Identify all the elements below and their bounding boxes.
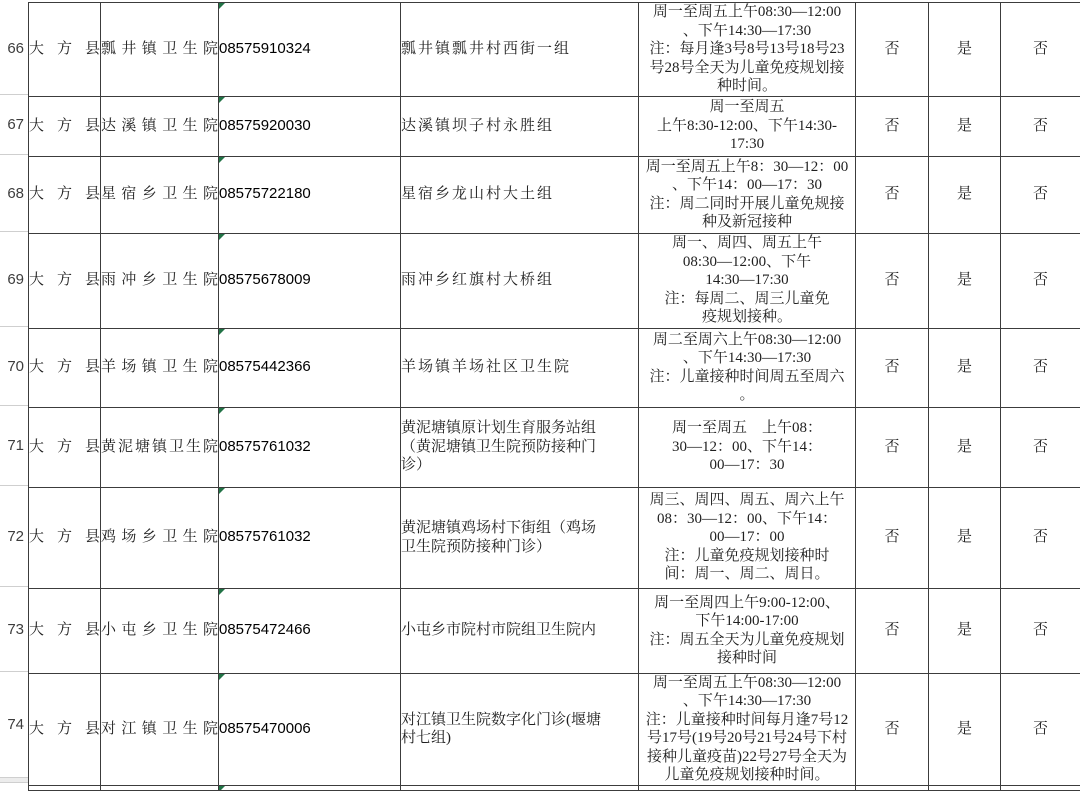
cell-schedule[interactable] xyxy=(639,588,856,673)
cell-schedule[interactable] xyxy=(639,487,856,588)
address-line: 达溪镇坝子村永胜组 xyxy=(401,117,638,136)
row-header-gutter xyxy=(0,2,28,783)
schedule-line: 08：30—12：00、下午14： xyxy=(639,510,855,529)
cell-flag-1[interactable]: 否 xyxy=(856,407,929,487)
cell-flag-2[interactable]: 是 xyxy=(929,3,1001,97)
table-row xyxy=(29,673,1080,785)
cell-flag-3[interactable]: 否 xyxy=(1001,673,1080,785)
cell-flag-3[interactable] xyxy=(1001,785,1080,790)
cell-clinic-name[interactable]: 达溪镇卫生院 xyxy=(101,96,219,156)
schedule-line: 注：周二同时开展儿童免规接 xyxy=(639,195,855,214)
cell-county[interactable]: 大方县 xyxy=(29,3,101,97)
cell-schedule[interactable] xyxy=(639,328,856,407)
cell-flag-3[interactable]: 否 xyxy=(1001,328,1080,407)
green-corner-marker-icon xyxy=(219,234,225,240)
phone-number: 08575920030 xyxy=(219,117,311,134)
schedule-line: 号28号全天为儿童免疫规划接 xyxy=(639,59,855,78)
row-header[interactable]: 73 xyxy=(0,587,28,672)
row-header[interactable]: 68 xyxy=(0,155,28,232)
row-header[interactable]: 72 xyxy=(0,486,28,587)
schedule-line: 注：儿童接种时间每月逢7号12 xyxy=(639,711,855,730)
row-header[interactable] xyxy=(0,778,28,783)
schedule-line: 儿童免疫规划接种时间。 xyxy=(639,766,855,785)
cell-flag-1[interactable]: 否 xyxy=(856,96,929,156)
address-line: 小屯乡市院村市院组卫生院内 xyxy=(401,621,638,640)
cell-phone[interactable] xyxy=(219,156,401,233)
cell-clinic-name[interactable]: 对江镇卫生院 xyxy=(101,673,219,785)
schedule-line: 30—12：00、下午14： xyxy=(639,438,855,457)
phone-number: 08575678009 xyxy=(219,271,311,288)
cell-phone[interactable] xyxy=(219,407,401,487)
row-header[interactable]: 70 xyxy=(0,327,28,406)
cell-schedule[interactable] xyxy=(639,407,856,487)
cell-address[interactable] xyxy=(401,156,639,233)
cell-schedule[interactable] xyxy=(639,3,856,97)
cell-address[interactable] xyxy=(401,233,639,328)
address-line: 星宿乡龙山村大土组 xyxy=(401,185,638,204)
schedule-line: 间：周一、周二、周日。 xyxy=(639,565,855,584)
cell-flag-2[interactable]: 是 xyxy=(929,156,1001,233)
schedule-line: 17:30 xyxy=(639,135,855,154)
phone-number: 08575442366 xyxy=(219,358,311,375)
schedule-line: 接种时间 xyxy=(639,649,855,668)
cell-flag-3[interactable]: 否 xyxy=(1001,588,1080,673)
row-header[interactable]: 74 xyxy=(0,672,28,778)
cell-flag-1[interactable]: 否 xyxy=(856,673,929,785)
cell-clinic-name[interactable] xyxy=(101,785,219,790)
cell-schedule[interactable] xyxy=(639,156,856,233)
green-corner-marker-icon xyxy=(219,329,225,335)
address-line: 瓢井镇瓢井村西街一组 xyxy=(401,40,638,59)
address-line: 黄泥塘镇原计划生育服务站组 xyxy=(401,419,638,438)
schedule-line: 周一、周四、周五上午 xyxy=(639,234,855,253)
cell-phone[interactable] xyxy=(219,233,401,328)
address-line: 卫生院预防接种门诊） xyxy=(401,538,638,557)
row-header[interactable]: 69 xyxy=(0,232,28,327)
green-corner-marker-icon xyxy=(219,3,225,9)
green-corner-marker-icon xyxy=(219,589,225,595)
schedule-line: 、下午14：00—17：30 xyxy=(639,176,855,195)
schedule-line: 周一至周五 xyxy=(639,98,855,117)
table-row xyxy=(29,233,1080,328)
cell-flag-2[interactable]: 是 xyxy=(929,588,1001,673)
schedule-line: 号17号(19号20号21号24号下村 xyxy=(639,729,855,748)
schedule-line: 14:30—17:30 xyxy=(639,271,855,290)
schedule-line: 08:30—12:00、下午 xyxy=(639,253,855,272)
cell-address[interactable] xyxy=(401,3,639,97)
address-line: 羊场镇羊场社区卫生院 xyxy=(401,358,638,377)
row-header[interactable]: 66 xyxy=(0,2,28,95)
green-corner-marker-icon xyxy=(219,674,225,680)
cell-phone[interactable] xyxy=(219,3,401,97)
table-row xyxy=(29,487,1080,588)
cell-county[interactable]: 大方县 xyxy=(29,588,101,673)
cell-county[interactable]: 大方县 xyxy=(29,407,101,487)
cell-phone[interactable] xyxy=(219,487,401,588)
cell-flag-2[interactable]: 是 xyxy=(929,233,1001,328)
address-line: （黄泥塘镇卫生院预防接种门 xyxy=(401,438,638,457)
cell-flag-1[interactable]: 否 xyxy=(856,3,929,97)
cell-county[interactable] xyxy=(29,785,101,790)
table-row-partial xyxy=(29,785,1080,790)
schedule-line: 上午8:30-12:00、下午14:30- xyxy=(639,117,855,136)
cell-county[interactable]: 大方县 xyxy=(29,328,101,407)
table-row xyxy=(29,407,1080,487)
schedule-line: 种及新冠接种 xyxy=(639,213,855,232)
schedule-line: 周一至周五 上午08： xyxy=(639,419,855,438)
cell-address[interactable] xyxy=(401,487,639,588)
address-line: 黄泥塘镇鸡场村下街组（鸡场 xyxy=(401,519,638,538)
cell-flag-1[interactable]: 否 xyxy=(856,487,929,588)
cell-flag-2[interactable] xyxy=(929,785,1001,790)
cell-county[interactable]: 大方县 xyxy=(29,96,101,156)
schedule-line: 周一至周四上午9:00-12:00、 xyxy=(639,594,855,613)
cell-flag-1[interactable]: 否 xyxy=(856,156,929,233)
cell-clinic-name[interactable]: 羊场镇卫生院 xyxy=(101,328,219,407)
cell-phone[interactable] xyxy=(219,673,401,785)
green-corner-marker-icon xyxy=(219,97,225,103)
cell-schedule[interactable] xyxy=(639,785,856,790)
cell-flag-3[interactable]: 否 xyxy=(1001,96,1080,156)
cell-address[interactable] xyxy=(401,673,639,785)
schedule-line: 下午14:00-17:00 xyxy=(639,612,855,631)
schedule-line: 、下午14:30—17:30 xyxy=(639,692,855,711)
green-corner-marker-icon xyxy=(219,488,225,494)
cell-flag-2[interactable]: 是 xyxy=(929,673,1001,785)
phone-number: 08575761032 xyxy=(219,438,311,455)
phone-number: 08575470006 xyxy=(219,720,311,737)
schedule-line: 00—17：30 xyxy=(639,456,855,475)
cell-flag-1[interactable]: 否 xyxy=(856,588,929,673)
cell-clinic-name[interactable]: 黄泥塘镇卫生院 xyxy=(101,407,219,487)
phone-number: 08575761032 xyxy=(219,528,311,545)
row-header[interactable]: 67 xyxy=(0,95,28,155)
cell-flag-2[interactable]: 是 xyxy=(929,487,1001,588)
green-corner-marker-icon xyxy=(219,157,225,163)
schedule-line: 00—17：00 xyxy=(639,528,855,547)
table-row xyxy=(29,328,1080,407)
cell-flag-2[interactable]: 是 xyxy=(929,407,1001,487)
schedule-line: 疫规划接种。 xyxy=(639,308,855,327)
schedule-line: 注：周五全天为儿童免疫规划 xyxy=(639,631,855,650)
cell-county[interactable]: 大方县 xyxy=(29,233,101,328)
cell-flag-1[interactable]: 否 xyxy=(856,233,929,328)
cell-flag-3[interactable]: 否 xyxy=(1001,233,1080,328)
cell-address[interactable] xyxy=(401,785,639,790)
schedule-line: 、下午14:30—17:30 xyxy=(639,349,855,368)
schedule-line: 周一至周五上午08:30—12:00 xyxy=(639,3,855,22)
cell-phone[interactable] xyxy=(219,785,401,790)
cell-county[interactable]: 大方县 xyxy=(29,156,101,233)
row-header[interactable]: 71 xyxy=(0,406,28,486)
schedule-line: 周三、周四、周五、周六上午 xyxy=(639,491,855,510)
schedule-line: 、下午14:30—17:30 xyxy=(639,22,855,41)
schedule-line: 注：每月逢3号8号13号18号23 xyxy=(639,40,855,59)
address-line: 对江镇卫生院数字化门诊(堰塘 xyxy=(401,711,638,730)
cell-clinic-name[interactable]: 小屯乡卫生院 xyxy=(101,588,219,673)
cell-address[interactable] xyxy=(401,407,639,487)
cell-county[interactable]: 大方县 xyxy=(29,487,101,588)
cell-flag-2[interactable]: 是 xyxy=(929,328,1001,407)
cell-flag-3[interactable]: 否 xyxy=(1001,487,1080,588)
schedule-line: 注：儿童免疫规划接种时 xyxy=(639,547,855,566)
green-corner-marker-icon xyxy=(219,786,225,791)
clinic-table xyxy=(28,2,1080,791)
address-line: 诊） xyxy=(401,456,638,475)
address-line: 村七组) xyxy=(401,729,638,748)
cell-county[interactable]: 大方县 xyxy=(29,673,101,785)
schedule-line: 周一至周五上午08:30—12:00 xyxy=(639,674,855,693)
phone-number: 08575910324 xyxy=(219,40,311,57)
schedule-line: 周一至周五上午8：30—12：00 xyxy=(639,158,855,177)
cell-flag-2[interactable]: 是 xyxy=(929,96,1001,156)
cell-address[interactable] xyxy=(401,328,639,407)
cell-clinic-name[interactable]: 鸡场乡卫生院 xyxy=(101,487,219,588)
schedule-line: 接种儿童疫苗)22号27号全天为 xyxy=(639,748,855,767)
table-row xyxy=(29,156,1080,233)
cell-phone[interactable] xyxy=(219,328,401,407)
cell-address[interactable] xyxy=(401,588,639,673)
cell-flag-3[interactable]: 否 xyxy=(1001,407,1080,487)
table-row xyxy=(29,588,1080,673)
cell-address[interactable] xyxy=(401,96,639,156)
cell-flag-3[interactable]: 否 xyxy=(1001,156,1080,233)
cell-phone[interactable] xyxy=(219,588,401,673)
cell-flag-1[interactable] xyxy=(856,785,929,790)
cell-schedule[interactable] xyxy=(639,96,856,156)
cell-clinic-name[interactable]: 瓢井镇卫生院 xyxy=(101,3,219,97)
schedule-line: 。 xyxy=(639,386,855,405)
table-row xyxy=(29,96,1080,156)
schedule-line: 周二至周六上午08:30—12:00 xyxy=(639,331,855,350)
table-row xyxy=(29,3,1080,97)
cell-phone[interactable] xyxy=(219,96,401,156)
cell-flag-3[interactable]: 否 xyxy=(1001,3,1080,97)
green-corner-marker-icon xyxy=(219,408,225,414)
schedule-line: 注：每周二、周三儿童免 xyxy=(639,290,855,309)
cell-clinic-name[interactable]: 雨冲乡卫生院 xyxy=(101,233,219,328)
cell-schedule[interactable] xyxy=(639,233,856,328)
cell-flag-1[interactable]: 否 xyxy=(856,328,929,407)
phone-number: 08575722180 xyxy=(219,185,311,202)
schedule-line: 注：儿童接种时间周五至周六 xyxy=(639,368,855,387)
schedule-line: 种时间。 xyxy=(639,77,855,96)
address-line: 雨冲乡红旗村大桥组 xyxy=(401,271,638,290)
cell-schedule[interactable] xyxy=(639,673,856,785)
cell-clinic-name[interactable]: 星宿乡卫生院 xyxy=(101,156,219,233)
phone-number: 08575472466 xyxy=(219,621,311,638)
